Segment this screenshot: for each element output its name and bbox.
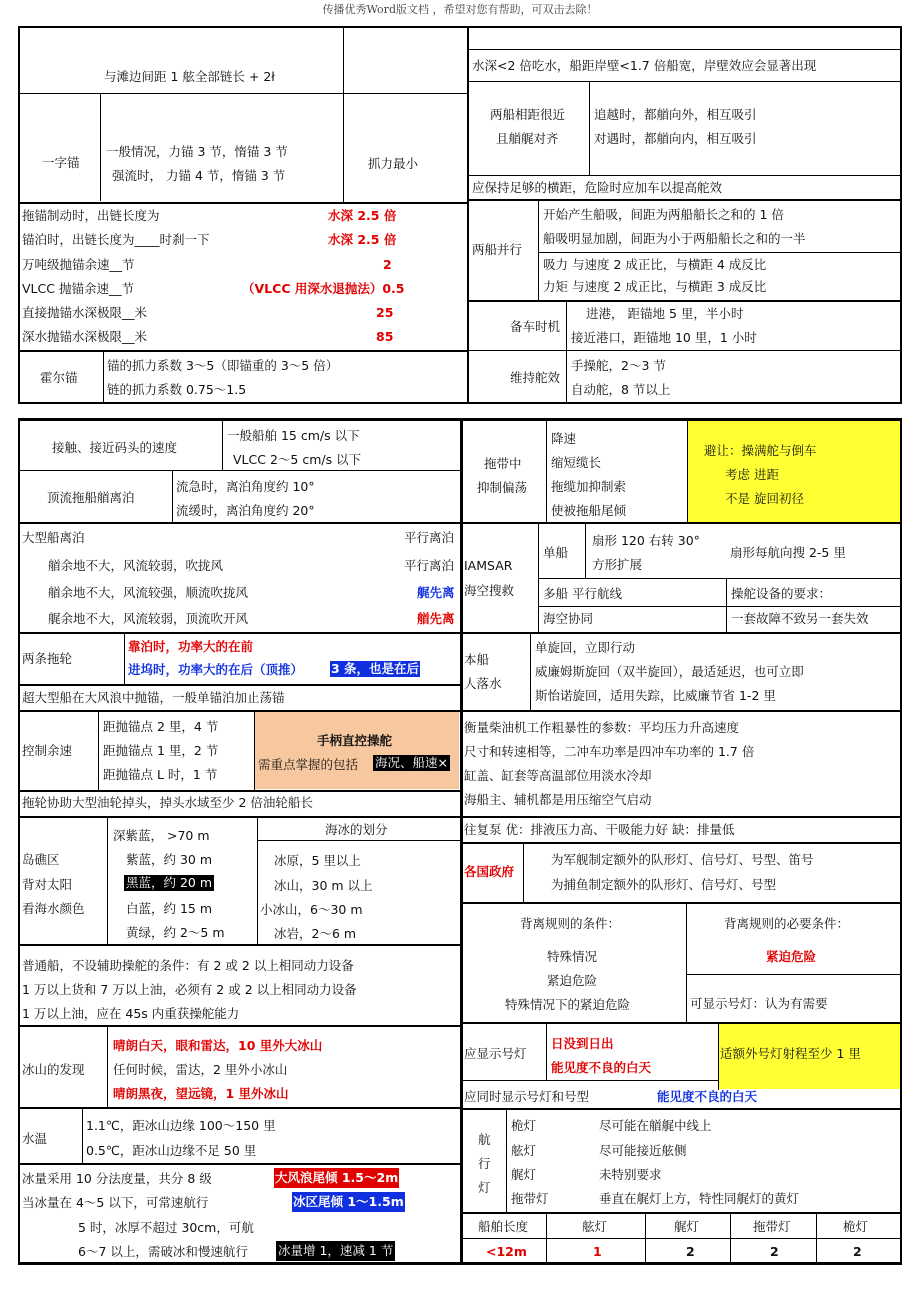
heavy-sea-trim: 大风浪尾倾 1.5～2m [274,1168,399,1188]
anchor-row-1-val: 水深 2.5 倍 [328,232,397,247]
speed-control-L: 距抛锚点 L 时，1 节 [103,767,218,782]
nav-light-towing-val: 垂直在艉灯上方，特性同艉灯的黄灯 [599,1191,800,1206]
single-ship-label: 单船 [543,545,569,560]
square-search: 方形扩展 [592,557,643,572]
anchor-row-4: 直接抛锚水深极限__米 [22,305,148,320]
meeting-text: 对遇时，都艏向内，相互吸引 [594,131,757,146]
anchor-row-2: 万吨级抛锚余速__节 [22,257,135,272]
th-stern: 艉灯 [674,1219,700,1234]
page-header: 传播优秀Word版文档 ，希望对您有帮助，可双击去除！ [322,3,598,16]
th-tow: 拖带灯 [753,1219,791,1234]
reef-sun-back: 背对太阳 [22,877,73,892]
nav-light-towing: 拖带灯 [511,1191,549,1206]
nav-lights-label: 航行灯 [478,1132,491,1195]
anchor-row-5-val: 85 [376,329,394,344]
ice-area-trim: 冰区尾倾 1～1.5m [292,1192,405,1212]
diesel-roughness: 衡量柴油机工作粗暴性的参数：平均压力升高速度 [464,720,740,735]
anchor-row-3: VLCC 抛锚余速__节 [22,281,134,296]
tug-turn-oiler: 拖轮协助大型油轮掉头，掉头水域至少 2 倍油轮船长 [22,795,313,810]
two-stroke-power: 尺寸和转速相等，二冲车功率是四冲车功率的 1.7 倍 [464,744,755,759]
steerage-label: 维持舵效 [510,370,561,385]
reef-area-label: 岛礁区 [22,852,60,867]
ice-measure: 冰量采用 10 分法度量，共分 8 级 [22,1171,212,1186]
close-ships-b: 且艏艉对齐 [496,131,559,146]
single-turn: 单旋回，立即行动 [535,640,636,655]
restricted-day-2: 能见度不良的白天 [657,1089,758,1104]
air-start: 海船主、辅机都是用压缩空气启动 [464,792,652,807]
manual-steer-title: 手柄直控操舵 [317,733,393,748]
departure-danger: 紧迫危险 [547,973,598,988]
ice-rock: 冰岩，2～6 m [274,926,357,941]
extra-light-range: 适额外号灯射程至少 1 里 [720,1046,861,1061]
color-purple: 紫蓝，约 30 m [126,852,213,867]
td-mast: 2 [853,1244,862,1259]
anchor-row-2-val: 2 [383,257,392,272]
sector-search: 扇形 120 右转 30° [592,533,700,548]
speed-control-1nm: 距抛锚点 1 里，2 节 [103,743,219,758]
ice-small-berg: 小冰山，6～30 m [260,902,363,917]
td-length: <12m [486,1244,527,1259]
anchor-distance-text: 与滩边间距 1 舷全部链长 + 2ł [104,69,275,84]
departure-necessary-val: 紧迫危险 [766,949,817,964]
nav-light-side: 舷灯 [511,1143,537,1158]
th-length: 船舶长度 [478,1219,529,1234]
air-sea-coord: 海空协同 [543,611,594,626]
nav-light-mast: 桅灯 [511,1118,537,1133]
sea-ice-title: 海冰的划分 [325,822,388,837]
departure-necessary: 背离规则的必要条件： [724,916,850,931]
shall-show-lights: 应显示号灯 [464,1046,527,1061]
standby-port: 进港， 距锚地 5 里，半小时 [586,306,744,321]
passing-distance-text: 应保持足够的横距，危险时应加车以提高舵效 [472,180,723,195]
lights-shapes: 应同时显示号灯和号型 [464,1089,590,1104]
vlcc-anchoring: 超大型船在大风浪中抛锚，一般单锚泊加止荡锚 [22,690,285,705]
single-anchor-strong: 强流时， 力锚 4 节，惰锚 3 节 [112,168,286,183]
large-ship-unberth: 大型船离泊 [22,530,85,545]
suction-moment: 力矩 与速度 2 成正比，与横距 3 成反比 [543,279,767,294]
gov-fishing: 为捕鱼制定额外的队形灯、信号灯、号型 [551,877,777,892]
aux-steer-1: 普通船，不设辅助操舵的条件：有 2 或 2 以上相同动力设备 [22,958,354,973]
towing-trim: 使被拖船尾倾 [551,503,627,518]
color-black-blue: 黑蓝，约 20 m [126,875,213,890]
two-tugs-berth: 靠泊时，功率大的在前 [128,639,254,654]
towing-label: 拖带中 [484,456,522,471]
unberth-case-c: 艉余地不大，风流较弱，顶流吹开风 [48,611,249,626]
water-temp-2: 0.5℃，距冰山边缘不足 50 里 [86,1143,257,1158]
departure-special-danger: 特殊情况下的紧迫危险 [505,997,631,1012]
single-anchor-normal: 一般情况，力锚 3 节，惰锚 3 节 [106,144,288,159]
ice-berg: 冰山，30 m 以上 [274,878,373,893]
iceberg-day: 晴朗白天，眼和雷达，10 里外大冰山 [113,1038,323,1053]
parallel-ships-label: 两船并行 [472,242,523,257]
color-deep-purple: 深紫蓝， >70 m [113,828,210,843]
ice-field: 冰原，5 里以上 [274,853,361,868]
tug-unberth-slow: 流缓时，离泊角度约 20° [176,503,315,518]
overtaking-text: 追越时，都艏向外，相互吸引 [594,107,757,122]
steer-req-title: 操舵设备的要求： [731,586,832,601]
two-tugs-label: 两条拖轮 [22,651,73,666]
two-tugs-dock: 进坞时，功率大的在后（顶推） [128,662,304,677]
berthing-speed-vlcc: VLCC 2～5 cm/s 以下 [233,452,362,467]
manual-steer-focus: 需重点掌握的包括 [258,757,359,772]
ice-normal-speed: 当冰量在 4～5 以下，可常速航行 [22,1195,209,1210]
td-tow: 2 [770,1244,779,1259]
bank-effect-text: 水深<2 倍吃水，船距岸壁<1.7 倍船宽，岸壁效应会显著出现 [472,58,817,73]
suction-force: 吸力 与速度 2 成正比，与横距 4 成反比 [543,257,767,272]
tug-unberth-label: 顶流拖船艏离泊 [47,490,135,505]
anchor-row-3-val: （VLCC 用深水退抛法）0.5 [242,281,405,296]
unberth-case-a: 艏余地不大，风流较弱，吹拢风 [48,558,224,573]
recip-pump: 往复泵 优：排液压力高、干吸能力好 缺：排量低 [464,822,735,837]
steerage-auto: 自动舵，8 节以上 [571,382,671,397]
anchor-row-5: 深水抛锚水深极限__米 [22,329,148,344]
unberth-case-b-r: 艉先离 [417,585,455,600]
manual-steer-focus-items: 海况、船速× [375,755,448,770]
hall-anchor-label: 霍尔锚 [40,370,78,385]
cooling: 缸盖、缸套等高温部位用淡水冷却 [464,768,652,783]
anchor-row-1: 锚泊时，出链长度为____时刹一下 [22,232,210,247]
towing-restraint: 拖缆加抑制索 [551,479,627,494]
reef-sea-color: 看海水颜色 [22,901,85,916]
mob-label: 本船 [464,652,490,667]
iamsar-sar: 海空搜救 [464,583,515,598]
iceberg-detect-label: 冰山的发现 [22,1062,85,1077]
td-stern: 2 [686,1244,695,1259]
gov-warships: 为军舰制定额外的队形灯、信号灯、号型、笛号 [551,852,814,867]
towing-slow: 降速 [551,431,577,446]
departure-cond: 背离规则的条件： [520,916,621,931]
may-show-lights: 可显示号灯：认为有需要 [690,996,828,1011]
nav-light-side-val: 尽可能接近舷侧 [599,1143,687,1158]
nav-light-mast-val: 尽可能在艏艉中线上 [599,1118,712,1133]
avoid-action: 避让：操满舵与倒车 [704,443,817,458]
sunset-sunrise: 日没到日出 [551,1036,614,1051]
th-side: 舷灯 [582,1219,608,1234]
multi-ship: 多船 平行航线 [543,586,622,601]
unberth-case-c-r: 艏先离 [417,611,455,626]
berthing-speed-normal: 一般船舶 15 cm/s 以下 [227,428,360,443]
suction-strong: 船吸明显加剧，间距为小于两船船长之和的一半 [543,231,806,246]
iceberg-anytime: 任何时候，雷达，2 里外小冰山 [113,1062,288,1077]
aux-steer-2: 1 万以上货和 7 万以上油，必须有 2 或 2 以上相同动力设备 [22,982,357,997]
iamsar-label: IAMSAR [464,558,513,573]
nav-light-stern-val: 未特别要求 [599,1167,662,1182]
anchor-row-4-val: 25 [376,305,394,320]
td-side: 1 [593,1244,602,1259]
ice-6-7: 6～7 以上，需破冰和慢速航行 [78,1244,248,1259]
ice-speed-rule: 冰量增 1，速减 1 节 [276,1241,395,1261]
three-tugs: 3 条，也是在后 [331,661,420,676]
water-temp-1: 1.1℃，距冰山边缘 100～150 里 [86,1118,276,1133]
standby-label: 备车时机 [510,319,561,334]
iceberg-night: 晴朗黑夜，望远镜，1 里外冰山 [113,1086,289,1101]
speed-control-2nm: 距抛锚点 2 里，4 节 [103,719,219,734]
unberth-case-a-r: 平行离泊 [404,558,455,573]
towing-shorten: 缩短缆长 [551,455,602,470]
ice-5: 5 时，冰厚不超过 30cm，可航 [78,1220,254,1235]
color-white-blue: 白蓝，约 15 m [126,901,213,916]
towing-yaw-label: 抑制偏荡 [477,480,528,495]
mob-label-b: 人落水 [464,676,502,691]
avoid-advance: 考虑 进距 [725,467,779,482]
anchor-row-0: 拖锚制动时，出链长度为 [22,208,160,223]
williamson-turn: 威廉姆斯旋回（双半旋回），最适延迟，也可立即 [535,664,804,679]
steerage-manual: 手操舵，2～3 节 [571,358,666,373]
min-grip-label: 抓力最小 [368,156,419,171]
scharnow-turn: 斯怡诺旋回，适用失踪，比威廉节省 1-2 里 [535,688,776,703]
anchor-row-0-val: 水深 2.5 倍 [328,208,397,223]
color-yellow-green: 黄绿，约 2～5 m [126,925,225,940]
unberth-case-b: 艏余地不大，风流较强，顺流吹拢风 [48,585,249,600]
suction-start: 开始产生船吸，间距为两船船长之和的 1 倍 [543,207,784,222]
avoid-diameter: 不是 旋回初径 [725,491,804,506]
tug-unberth-fast: 流急时，离泊角度约 10° [176,479,315,494]
governments-label: 各国政府 [464,864,515,879]
single-anchor-label: 一字锚 [42,155,80,170]
water-temp-label: 水温 [22,1131,48,1146]
speed-control-label: 控制余速 [22,743,73,758]
steer-req-text: 一套故障不致另一套失效 [731,611,869,626]
restricted-day: 能见度不良的白天 [551,1060,652,1075]
departure-special: 特殊情况 [547,949,598,964]
close-ships-a: 两船相距很近 [490,107,566,122]
nav-light-stern: 艉灯 [511,1167,537,1182]
th-mast: 桅灯 [843,1219,869,1234]
large-ship-unberth-r: 平行离泊 [404,530,455,545]
hall-grip-1: 锚的抓力系数 3～5（即锚重的 3～5 倍） [107,358,339,373]
berthing-speed-label: 接触、接近码头的速度 [52,440,178,455]
sector-each-leg: 扇形每航向搜 2-5 里 [730,545,846,560]
hall-grip-2: 链的抓力系数 0.75～1.5 [107,382,247,397]
aux-steer-3: 1 万以上油，应在 45s 内重获操舵能力 [22,1006,240,1021]
standby-approach: 接近港口，距锚地 10 里，1 小时 [571,330,757,345]
